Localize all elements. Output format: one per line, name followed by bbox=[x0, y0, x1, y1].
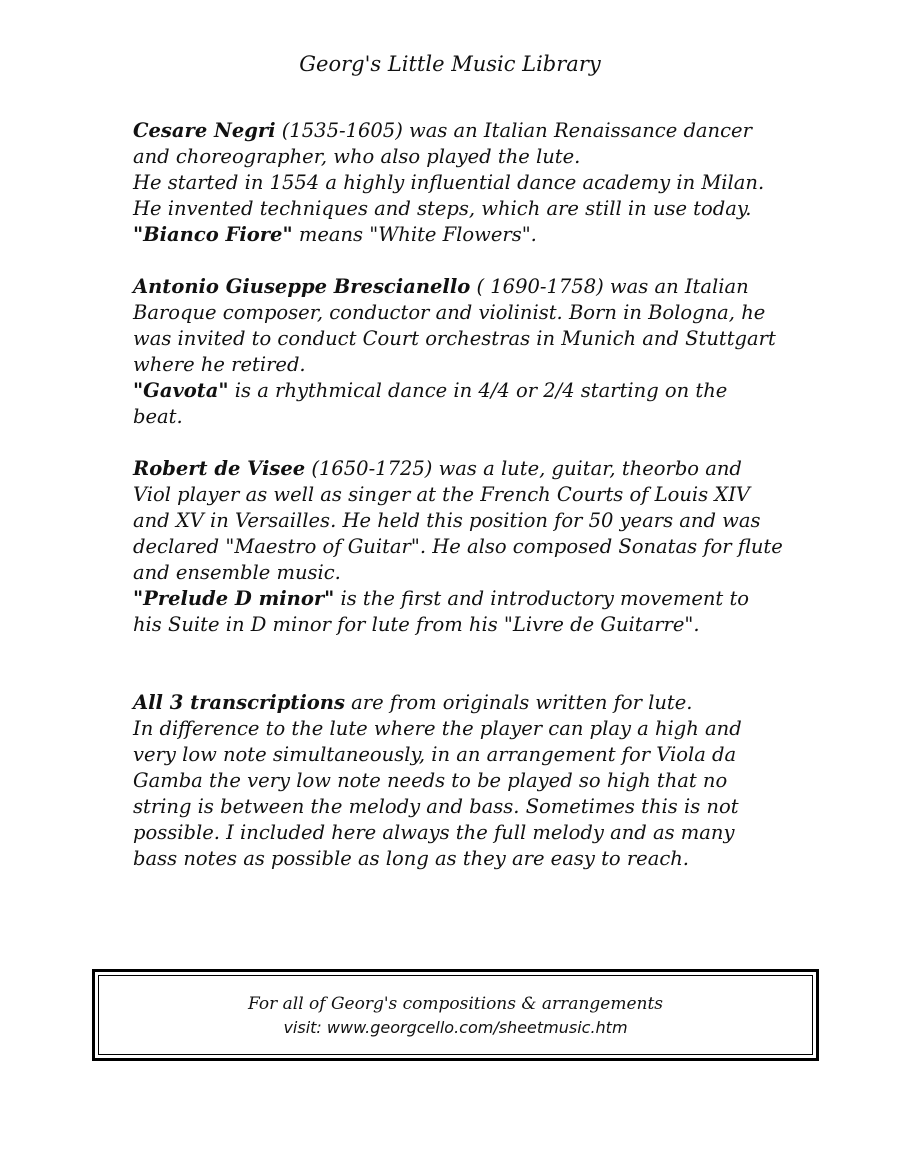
piece-paragraph bbox=[133, 586, 783, 638]
footer-box-inner-border bbox=[98, 975, 813, 1055]
piece-description: means "White Flowers". bbox=[292, 223, 537, 246]
composer-name: Antonio Giuseppe Brescianello bbox=[133, 275, 471, 298]
footer-website-link[interactable]: visit: www.georgcello.com/sheetmusic.htm bbox=[283, 1018, 628, 1037]
piece-title: "Gavota" bbox=[133, 379, 229, 402]
piece-paragraph bbox=[133, 378, 783, 430]
spacer bbox=[133, 248, 783, 274]
page-title: Georg's Little Music Library bbox=[299, 52, 601, 76]
transcriptions-detail: In difference to the lute where the player can play a high and very low note simultaneously, in an arrangement for Viola da Gamba the very low note needs to be played so high that no string is between the melody and bass. Sometimes this is not possible. I included here always the full melody and as many bass notes as possible as long as they are easy to reach. bbox=[133, 717, 742, 870]
footer-line-1: For all of Georg's compositions & arrangements bbox=[247, 994, 664, 1014]
piece-paragraph bbox=[133, 222, 783, 248]
spacer bbox=[133, 430, 783, 456]
composer-name: Cesare Negri bbox=[133, 119, 276, 142]
footer-box bbox=[92, 969, 819, 1061]
piece-description: is the first and introductory movement to his Suite in D minor for lute from his "Livre de Guitarre". bbox=[133, 587, 750, 636]
composer-detail: He started in 1554 a highly influential dance academy in Milan. He invented techniques and steps, which are still in use today. bbox=[133, 171, 765, 220]
piece-title: "Prelude D minor" bbox=[133, 587, 335, 610]
composer-paragraph bbox=[133, 118, 783, 170]
composer-bio: (1535-1605) was an Italian Renaissance dancer and choreographer, who also played the lute. bbox=[133, 119, 752, 168]
spacer bbox=[133, 638, 783, 690]
composer-bio: (1650-1725) was a lute, guitar, theorbo and Viol player as well as singer at the French Courts of Louis XIV and XV in Versailles. He held this position for 50 years and was declared "Maestro of Guitar". He also composed Sonatas for flute and ensemble music. bbox=[133, 457, 783, 584]
piece-title: "Bianco Fiore" bbox=[133, 223, 293, 246]
composer-name: Robert de Visee bbox=[133, 457, 306, 480]
document-body bbox=[133, 118, 783, 872]
composer-bio: ( 1690-1758) was an Italian Baroque composer, conductor and violinist. Born in Bologna, he was invited to conduct Court orchestras in Munich and Stuttgart where he retired. bbox=[133, 275, 776, 376]
piece-description: is a rhythmical dance in 4/4 or 2/4 starting on the beat. bbox=[133, 379, 728, 428]
transcriptions-lead: All 3 transcriptions bbox=[133, 691, 345, 714]
composer-paragraph bbox=[133, 274, 783, 378]
transcriptions-paragraph bbox=[133, 690, 783, 716]
transcriptions-lead-rest: are from originals written for lute. bbox=[344, 691, 693, 714]
composer-paragraph bbox=[133, 456, 783, 586]
